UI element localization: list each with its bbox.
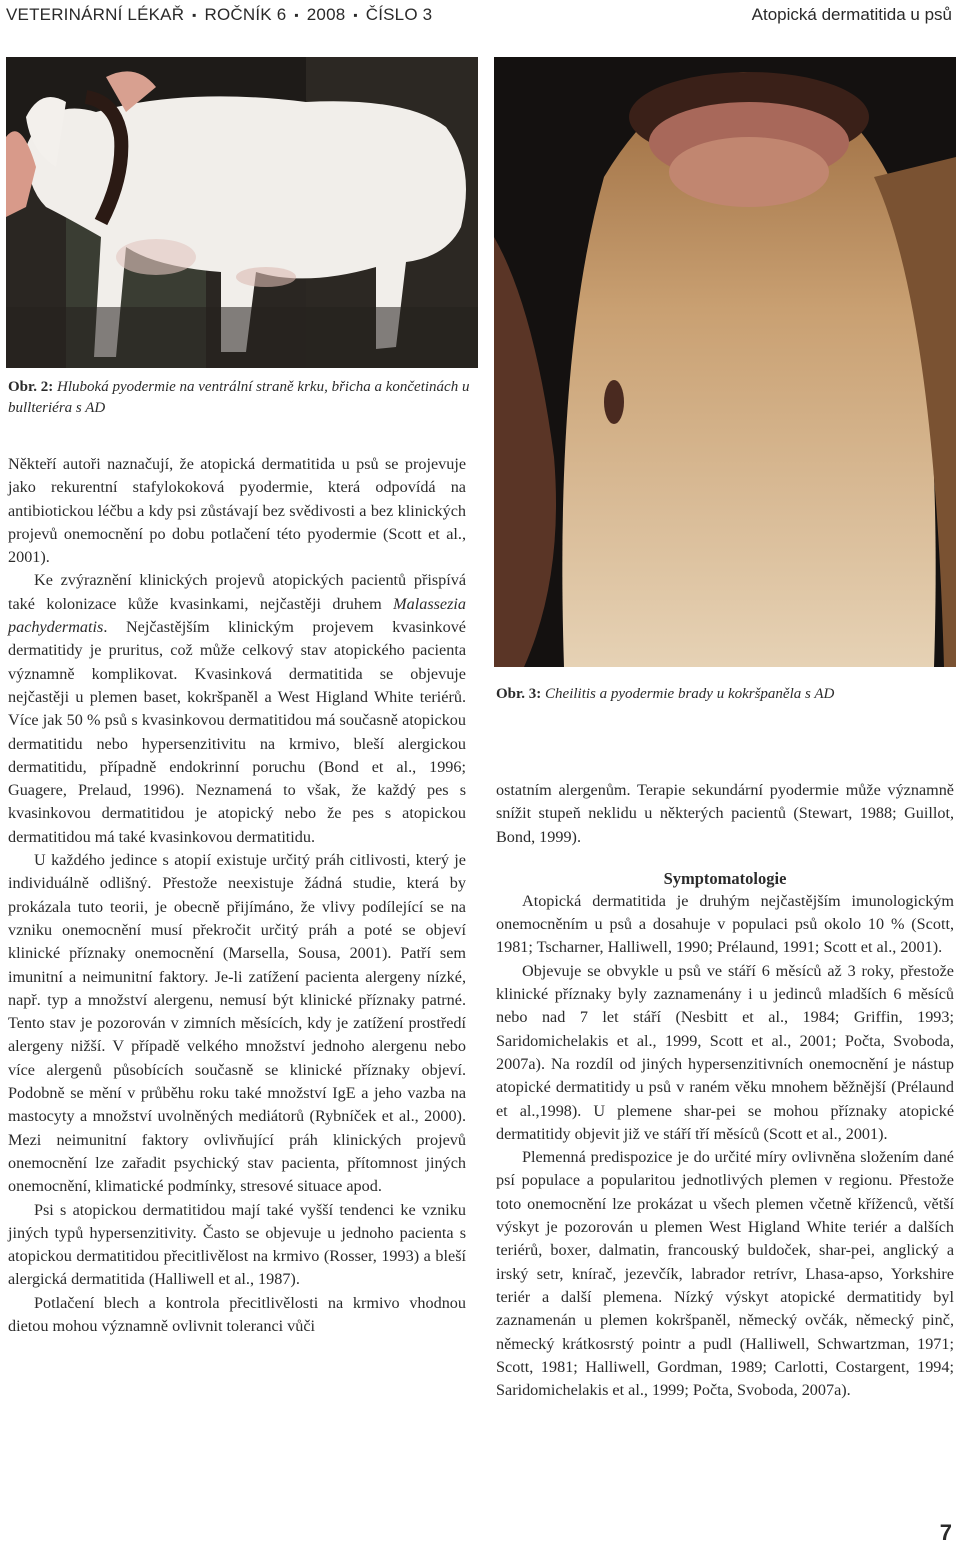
paragraph: Psi s atopickou dermatitidou mají také vyšší tendenci ke vzniku jiných typů hypersenzitivity. Často se objevuje u jednoho pacienta s atopickou dermatitidou přecitlivělost na krmivo (Rosser, 1993) a bleší alergická dermatitida (Halliwell et al., 1987).	[8, 1200, 466, 1289]
issue: ČÍSLO 3	[365, 5, 433, 24]
figure-2-caption-text: Hluboká pyodermie na ventrální straně krku, břicha a končetinách u bullteriéra s AD	[8, 379, 470, 416]
paragraph-text: Ke zvýraznění klinických projevů atopických pacientů přispívá také kolonizace kůže kvasinkami, nejčastěji druhem	[8, 571, 466, 613]
paragraph-text: . Nejčastějším klinickým projevem kvasinkové dermatitidy je pruritus, což může celkový stav atopického pacienta významně komplikovat. Kvasinková dermatitida se objevuje nejčastěji u plemen baset, kokršpaněl a West Higland White teriérů. Více jak 50 % psů s kvasinkovou dermatitidou má současně atopickou dermatitidu nebo hypersenzitivitu na krmivo, bleší alergickou dermatitidu, případně endokrinní poruchu (Bond et al., 1996; Guagere, Prelaud, 1996). Neznamená to však, že každý pes s kvasinkovou dermatitidou je atopický nebo že pes s atopickou dermatitidou má také kvasinkovou dermatitidu.	[8, 618, 466, 846]
paragraph: Plemenná predispozice je do určité míry ovlivněna složením dané psí populace a popularitou jednotlivých plemen v regionu. Přestože toto onemocnění lze prokázat u všech plemen včetně kříženců, větší výskyt je pozorován u plemen West Higland White teriér a dalších teriérů, boxer, dalmatin, francouský buldoček, shar-pei, anglický a irský setr, knírač, jezevčík, labrador retrívr, Lhasa-apso, Yorkshire teriér a další plemena. Nízký výskyt atopické dermatitidy byl zaznamenán u plemen kokršpaněl, německý ovčák, německý pinč, německý krátkosrstý pointr a pudl (Halliwell, Schwartzman, 1971; Scott, 1981; Halliwell, Gordman, 1989; Carlotti, Costargent, 1994; Saridomichelakis et al., 1999; Počta, Svoboda, 2007a).	[496, 1148, 954, 1400]
figure-2-caption	[8, 377, 478, 419]
figure-2-photo	[6, 57, 478, 368]
figure-3-caption	[496, 684, 956, 705]
section-heading: Symptomatologie	[663, 868, 787, 888]
volume: ROČNÍK 6	[204, 5, 287, 24]
bull-terrier-photo-illustration	[6, 57, 478, 368]
paragraph: U každého jedince s atopií existuje určitý práh citlivosti, který je individuálně odlišný. Přestože neexistuje žádná studie, která by prokázala tuto teorii, je obecně přijímáno, že vlivy podílející se na vzniku onemocnění musí překročit určitý práh a poté se objeví klinické příznaky onemocnění (Marsella, Sousa, 2001). Patří sem imunitní a neimunitní faktory. Je-li zatížení pacienta alergeny nízké, např. typ a množství alergenu, nemusí být klinické příznaky patrné. Tento stav je pozorován v zimních měsících, kdy je zatížení prostředí alergeny nižší. V případě velkého množství jednoho alergenu nebo více alergenů působících současně se klinické příznaky objeví. Podobně se mění v průběhu roku také množství IgE a jeho vazba na mastocyty a množství uvolněných mediátorů (Rybníček et al., 2000). Mezi neimunitní faktory ovlivňující práh klinických projevů onemocnění lze zařadit psychický stav pacienta, přítomnost jiných onemocnění, klimatické podmínky, stresové situace apod.	[8, 851, 466, 1196]
paragraph: Potlačení blech a kontrola přecitlivělosti na krmivo vhodnou dietou mohou významně ovlivnit toleranci vůči	[8, 1293, 466, 1335]
paragraph: Objevuje se obvykle u psů ve stáří 6 měsíců až 3 roky, přestože klinické příznaky byly zaznamenány i u jedinců mladších 6 měsíců nebo nad 7 let stáří (Nesbitt et al., 1984; Griffin, 1993; Saridomichelakis et al., 1999, Scott et al., 2001; Počta, Svoboda, 2007a). Na rozdíl od jiných hypersenzitivních onemocnění je nástup atopické dermatitidy u psů v raném věku mnohem běžnější (Prélaund et al.,1998). U plemene shar-pei se mohou příznaky atopické dermatitidy objevit již ve stáří tří měsíců (Scott et al., 2001).	[496, 961, 954, 1143]
separator-square: ▪	[353, 8, 358, 22]
right-column	[496, 779, 954, 1402]
journal-name: VETERINÁRNÍ LÉKAŘ	[6, 5, 185, 24]
article-title: Atopická dermatitida u psů	[751, 5, 952, 24]
left-column	[8, 453, 466, 1338]
figure-3-caption-text: Cheilitis a pyodermie brady u kokršpaněla s AD	[545, 686, 835, 702]
separator-square: ▪	[192, 8, 197, 22]
figure-2-label: Obr. 2:	[8, 379, 54, 395]
running-header	[0, 0, 960, 34]
page-number: 7	[939, 1520, 952, 1545]
figure-3-photo	[494, 57, 956, 667]
cocker-spaniel-photo-illustration	[494, 57, 956, 667]
journal-info	[6, 5, 432, 25]
paragraph: Někteří autoři naznačují, že atopická dermatitida u psů se projevuje jako rekurentní stafylokoková pyodermie, která odpovídá na antibiotickou léčbu a kdy psi zůstávají bez svědivosti a bez klinických projevů onemocnění po dobu potlačení této pyodermie (Scott et al., 2001).	[8, 455, 466, 567]
separator-square: ▪	[294, 8, 299, 22]
paragraph: ostatním alergenům. Terapie sekundární pyodermie může významně snížit stupeň neklidu u některých pacientů (Stewart, 1988; Guillot, Bond, 1999).	[496, 781, 954, 846]
year: 2008	[306, 5, 346, 24]
species-name: Malassezia pachydermatis	[8, 594, 466, 637]
paragraph	[8, 569, 466, 849]
paragraph: Atopická dermatitida je druhým nejčastějším imunologickým onemocněním u psů a dosahuje v populaci psů okolo 10 % (Scott, 1981; Tscharner, Halliwell, 1990; Prélaund, 1991; Scott et al., 2001).	[496, 891, 954, 957]
figure-3-label: Obr. 3:	[496, 686, 542, 702]
